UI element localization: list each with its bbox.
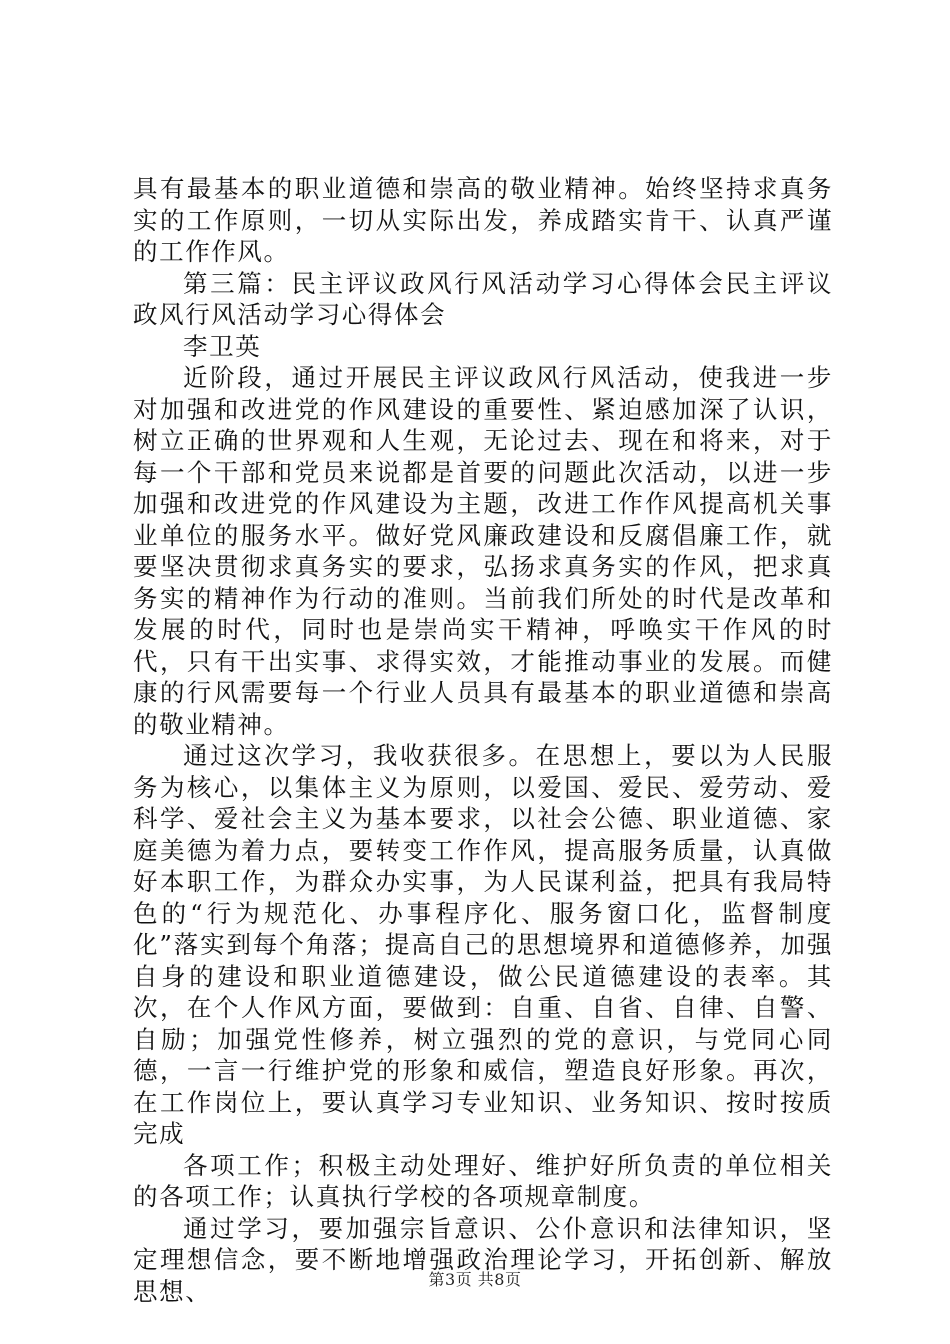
section-heading: 第三篇：民主评议政风行风活动学习心得体会民主评议政风行风活动学习心得体会 bbox=[133, 268, 833, 329]
page-number-footer: 第3页 共8页 bbox=[428, 1270, 522, 1289]
paragraph: 具有最基本的职业道德和崇高的敬业精神。始终坚持求真务实的工作原则，一切从实际出发，养成踏实肯干、认真严谨的工作作风。 bbox=[133, 174, 833, 266]
author-name: 李卫英 bbox=[183, 331, 262, 361]
paragraph: 通过这次学习，我收获很多。在思想上，要以为人民服务为核心，以集体主义为原则，以爱国、爱民、爱劳动、爱科学、爱社会主义为基本要求，以社会公德、职业道德、家庭美德为着力点，要转变工作作风，提高服务质量，认真做好本职工作，为群众办实事，为人民谋利益，把具有我局特色的“行为规范化、办事程序化、服务窗口化，监督制度化”落实到每个角落；提高自己的思想境界和道德修养，加强自身的建设和职业道德建设，做公民道德建设的表率。其次，在个人作风方面，要做到：自重、自省、自律、自警、自励；加强党性修养，树立强烈的党的意识，与党同心同德，一言一行维护党的形象和威信，塑造良好形象。再次，在工作岗位上，要认真学习专业知识、业务知识、按时按质完成 bbox=[133, 741, 833, 1148]
paragraph: 近阶段，通过开展民主评议政风行风活动，使我进一步对加强和改进党的作风建设的重要性、紧迫感加深了认识，树立正确的世界观和人生观，无论过去、现在和将来，对于每一个干部和党员来说都是首要的问题此次活动，以进一步加强和改进党的作风建设为主题，改进工作作风提高机关事业单位的服务水平。做好党风廉政建设和反腐倡廉工作，就要坚决贯彻求真务实的要求，弘扬求真务实的作风，把求真务实的精神作为行动的准则。当前我们所处的时代是改革和发展的时代，同时也是崇尚实干精神，呼唤实干作风的时代，只有干出实事、求得实效，才能推动事业的发展。而健康的行风需要每一个行业人员具有最基本的职业道德和崇高的敬业精神。 bbox=[133, 363, 833, 739]
paragraph: 通过学习，要加强宗旨意识、公仆意识和法律知识，坚定理想信念，要不断地增强政治理论学习，开拓创新、解放思想、 bbox=[133, 1213, 833, 1306]
document-body bbox=[133, 173, 833, 1307]
paragraph: 各项工作；积极主动处理好、维护好所负责的单位相关的各项工作；认真执行学校的各项规章制度。 bbox=[133, 1150, 833, 1211]
